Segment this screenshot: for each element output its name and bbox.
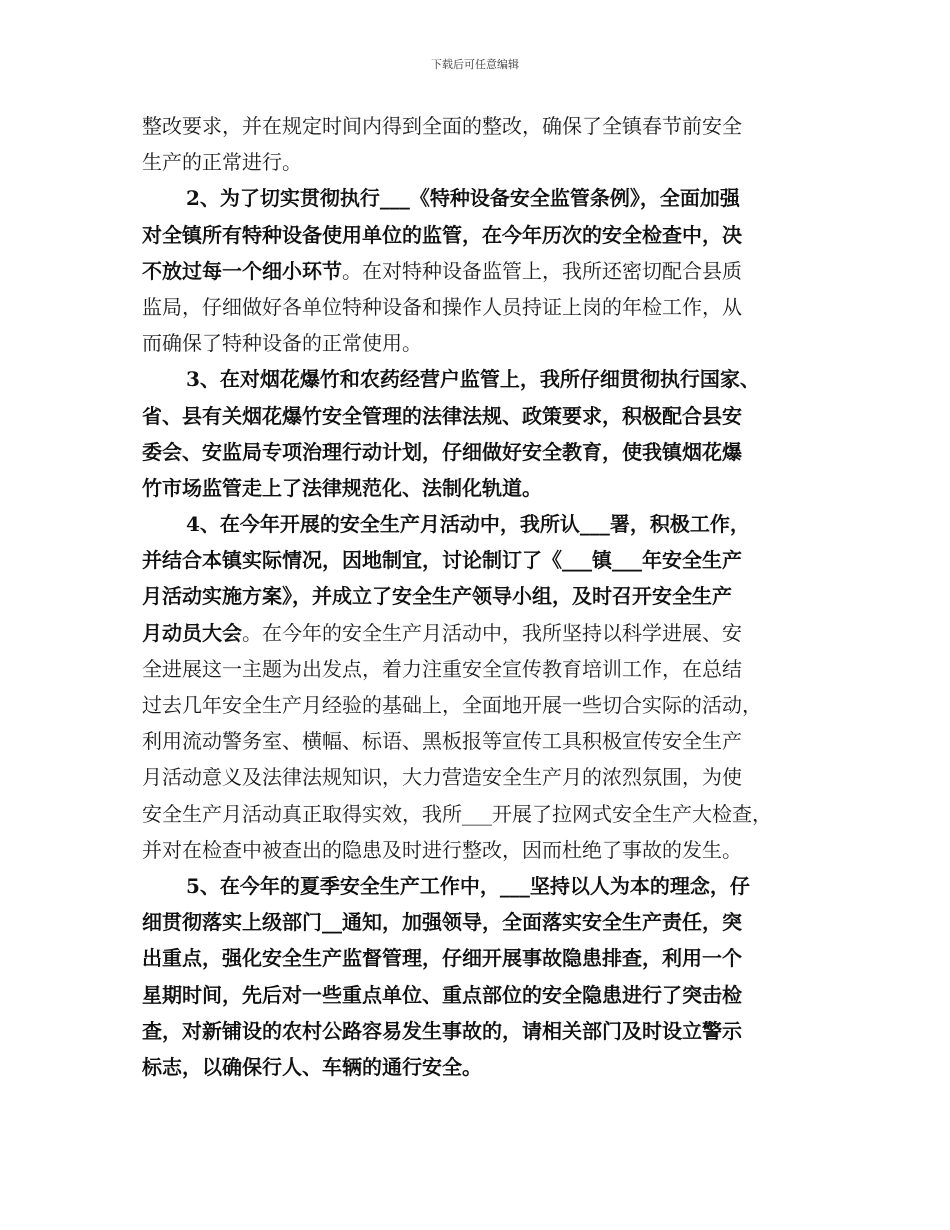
document-body — [142, 108, 832, 1085]
paragraph-line: 利用流动警务室、横幅、标语、黑板报等宣传工具积极宣传安全生产 — [142, 729, 742, 754]
normal-run: 。在对特种设备监管上，我所还密切配合县质 — [342, 258, 742, 283]
paragraph-line: 生产的正常进行。 — [142, 150, 302, 175]
paragraph-line: 竹市场监管走上了法律规范化、法制化轨道。 — [142, 475, 542, 500]
paragraph-line: 并结合本镇实际情况，因地制宜，讨论制订了《___镇___年安全生产 — [142, 548, 742, 573]
paragraph-line — [142, 253, 832, 289]
paragraph-line: 整改要求，并在规定时间内得到全面的整改，确保了全镇春节前安全 — [142, 114, 742, 138]
paragraph-line: 2、为了切实贯彻执行___《特种设备安全监管条例》，全面加强 — [186, 186, 740, 211]
paragraph-line: 4、在今年开展的安全生产月活动中，我所认___署，积极工作， — [186, 512, 750, 537]
page-header: 下载后可任意编辑 — [431, 58, 519, 71]
paragraph-line: 星期时间，先后对一些重点单位、重点部位的安全隐患进行了突击检 — [142, 982, 742, 1007]
paragraph-line: 委会、安监局专项治理行动计划，仔细做好安全教育，使我镇烟花爆 — [142, 439, 742, 464]
paragraph-line: 安全生产月活动真正取得实效，我所___开展了拉网式安全生产大检查， — [142, 801, 772, 826]
paragraph-line: 查，对新铺设的农村公路容易发生事故的，请相关部门及时设立警示 — [142, 1018, 742, 1043]
paragraph-line: 标志，以确保行人、车辆的通行安全。 — [142, 1054, 482, 1079]
normal-run: 。在今年的安全生产月活动中，我所坚持以科学进展、安 — [242, 620, 742, 645]
paragraph-line: 3、在对烟花爆竹和农药经营户监管上，我所仔细贯彻执行国家、 — [186, 367, 760, 392]
paragraph-line: 月活动实施方案》，并成立了安全生产领导小组，及时召开安全生产 — [142, 584, 732, 609]
bold-run: 不放过每一个细小环节 — [142, 258, 342, 283]
bold-run: 月动员大会 — [142, 620, 242, 645]
paragraph-line: 并对在检查中被查出的隐患及时进行整改，因而杜绝了事故的发生。 — [142, 837, 742, 862]
paragraph-line: 对全镇所有特种设备使用单位的监管，在今年历次的安全检查中，决 — [142, 222, 742, 247]
paragraph-line: 月活动意义及法律法规知识，大力营造安全生产月的浓烈氛围，为使 — [142, 765, 742, 790]
paragraph-line: 5、在今年的夏季安全生产工作中，___坚持以人为本的理念，仔 — [186, 873, 750, 898]
paragraph-line: 而确保了特种设备的正常使用。 — [142, 331, 422, 356]
paragraph-line: 省、县有关烟花爆竹安全管理的法律法规、政策要求，积极配合县安 — [142, 403, 742, 428]
paragraph-line: 过去几年安全生产月经验的基础上，全面地开展一些切合实际的活动， — [142, 693, 762, 717]
paragraph-line: 细贯彻落实上级部门__通知，加强领导，全面落实安全生产责任，突 — [142, 910, 742, 935]
paragraph-line: 监局，仔细做好各单位特种设备和操作人员持证上岗的年检工作，从 — [142, 294, 742, 319]
paragraph-line: 全进展这一主题为出发点，着力注重安全宣传教育培训工作，在总结 — [142, 656, 742, 681]
paragraph-line — [142, 615, 832, 651]
paragraph-line: 出重点，强化安全生产监督管理，仔细开展事故隐患排查，利用一个 — [142, 946, 742, 971]
